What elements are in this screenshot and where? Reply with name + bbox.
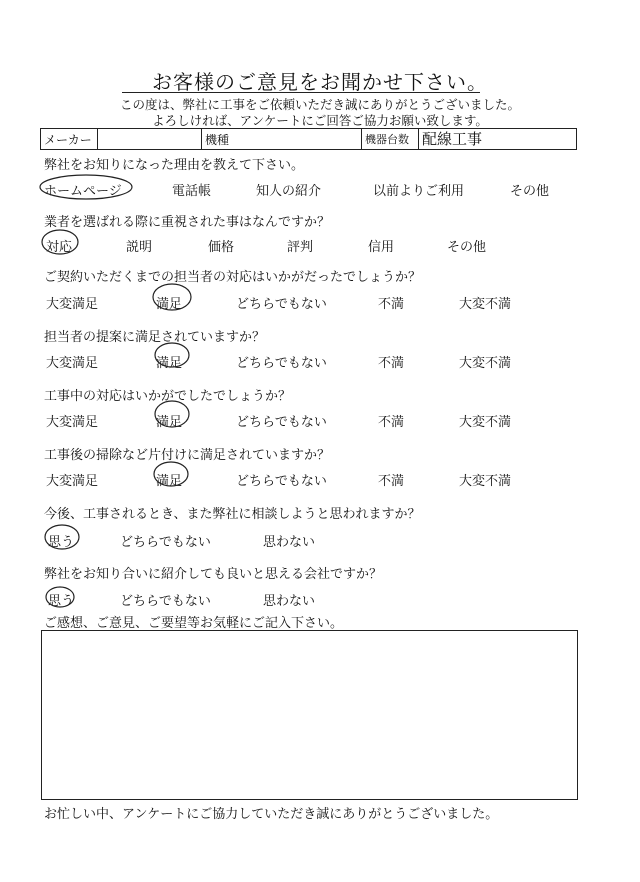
question-7: 今後、工事されるとき、また弊社に相談しようと思われますか？ bbox=[44, 507, 421, 522]
q8-option-yes[interactable]: 思う bbox=[48, 594, 75, 609]
intro-line-2: よろしければ、アンケートにご回答ご協力お願い致します。 bbox=[152, 113, 488, 128]
q5-option-dissatisfied[interactable]: 不満 bbox=[378, 415, 405, 430]
q1-option-other[interactable]: その他 bbox=[510, 184, 550, 199]
comments-label: ご感想、ご意見、ご要望等お気軽にご記入下さい。 bbox=[44, 616, 344, 631]
q2-option-other[interactable]: その他 bbox=[447, 240, 487, 255]
q1-option-referral[interactable]: 知人の紹介 bbox=[256, 184, 322, 199]
model-label: 機種 bbox=[202, 129, 362, 149]
q3-option-dissatisfied[interactable]: 不満 bbox=[378, 297, 405, 312]
q2-option-trust[interactable]: 信用 bbox=[368, 240, 395, 255]
title-underline bbox=[122, 92, 480, 93]
q1-option-phonebook[interactable]: 電話帳 bbox=[172, 184, 212, 199]
q6-option-very-satisfied[interactable]: 大変満足 bbox=[46, 474, 99, 489]
question-5: 工事中の対応はいかがでしたでしょうか？ bbox=[44, 389, 292, 404]
q3-option-very-satisfied[interactable]: 大変満足 bbox=[46, 297, 99, 312]
question-1: 弊社をお知りになった理由を教えて下さい。 bbox=[44, 158, 305, 173]
q6-option-very-dissatisfied[interactable]: 大変不満 bbox=[459, 474, 512, 489]
q7-option-neutral[interactable]: どちらでもない bbox=[120, 535, 211, 550]
q3-option-neutral[interactable]: どちらでもない bbox=[236, 297, 327, 312]
q4-option-dissatisfied[interactable]: 不満 bbox=[378, 356, 405, 371]
q3-option-very-dissatisfied[interactable]: 大変不満 bbox=[459, 297, 512, 312]
count-label: 機器台数 bbox=[362, 129, 419, 149]
q2-option-response[interactable]: 対応 bbox=[46, 240, 73, 255]
q5-option-satisfied[interactable]: 満足 bbox=[156, 415, 183, 430]
q2-option-explanation[interactable]: 説明 bbox=[126, 240, 153, 255]
q7-option-yes[interactable]: 思う bbox=[48, 535, 75, 550]
q2-option-reputation[interactable]: 評判 bbox=[287, 240, 314, 255]
q1-option-homepage[interactable]: ホームページ bbox=[44, 184, 122, 199]
q7-option-no[interactable]: 思わない bbox=[263, 535, 316, 550]
q6-option-satisfied[interactable]: 満足 bbox=[156, 474, 183, 489]
q6-option-dissatisfied[interactable]: 不満 bbox=[378, 474, 405, 489]
q5-option-very-dissatisfied[interactable]: 大変不満 bbox=[459, 415, 512, 430]
count-field[interactable]: 配線工事 bbox=[422, 130, 483, 148]
q5-option-very-satisfied[interactable]: 大変満足 bbox=[46, 415, 99, 430]
maker-label: メーカー bbox=[41, 129, 98, 149]
q1-option-previous[interactable]: 以前よりご利用 bbox=[373, 184, 465, 199]
q4-option-very-dissatisfied[interactable]: 大変不満 bbox=[459, 356, 512, 371]
comments-textbox[interactable] bbox=[41, 630, 578, 800]
q2-option-price[interactable]: 価格 bbox=[208, 240, 235, 255]
question-3: ご契約いただくまでの担当者の対応はいかがだったでしょうか？ bbox=[44, 270, 422, 285]
q6-option-neutral[interactable]: どちらでもない bbox=[236, 474, 327, 489]
q5-option-neutral[interactable]: どちらでもない bbox=[236, 415, 327, 430]
equipment-info-table bbox=[40, 128, 577, 150]
survey-title: お客様のご意見をお聞かせ下さい。 bbox=[152, 70, 488, 94]
question-8: 弊社をお知り合いに紹介しても良いと思える会社ですか？ bbox=[44, 567, 383, 582]
q8-option-no[interactable]: 思わない bbox=[263, 594, 316, 609]
footer-thanks: お忙しい中、アンケートにご協力していただき誠にありがとうございました。 bbox=[44, 807, 499, 822]
q4-option-neutral[interactable]: どちらでもない bbox=[236, 356, 327, 371]
q3-option-satisfied[interactable]: 満足 bbox=[156, 297, 183, 312]
question-2: 業者を選ばれる際に重視された事はなんですか？ bbox=[44, 215, 331, 230]
q4-option-very-satisfied[interactable]: 大変満足 bbox=[46, 356, 99, 371]
intro-line-1: この度は、弊社に工事をご依頼いただき誠にありがとうございました。 bbox=[119, 97, 520, 112]
question-4: 担当者の提案に満足されていますか？ bbox=[44, 330, 266, 345]
q8-option-neutral[interactable]: どちらでもない bbox=[120, 594, 211, 609]
q4-option-satisfied[interactable]: 満足 bbox=[156, 356, 183, 371]
maker-field[interactable] bbox=[98, 129, 202, 149]
question-6: 工事後の掃除など片付けに満足されていますか？ bbox=[44, 448, 331, 463]
